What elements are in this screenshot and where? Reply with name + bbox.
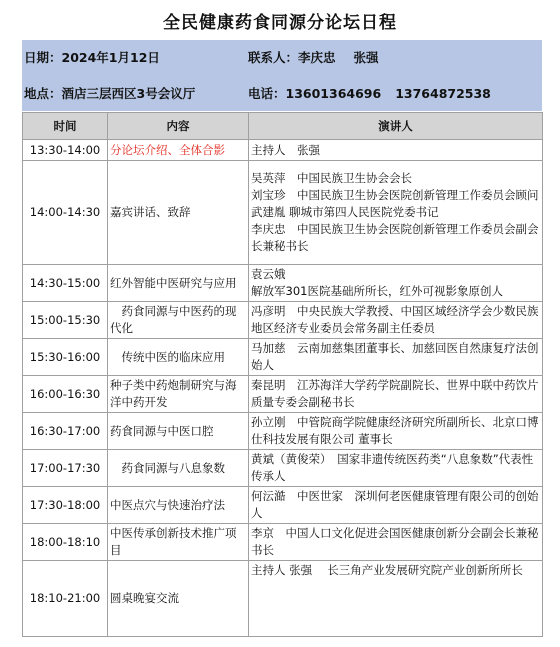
- speaker-cell: [249, 302, 543, 339]
- speaker-line: 何沄澔 中医世家 深圳何老医健康管理有限公司的创始人: [251, 489, 539, 520]
- content-cell: 中医点穴与快速治疗法: [108, 487, 249, 524]
- content-cell: 圆桌晚宴交流: [108, 561, 249, 637]
- table-row: [23, 302, 543, 339]
- speaker-cell: [249, 524, 543, 561]
- speaker-cell: [249, 487, 543, 524]
- phone-number: 13764872538: [395, 86, 491, 101]
- speaker-line: 主持人 张强 长三角产业发展研究院产业创新所所长: [251, 563, 523, 577]
- table-header-row: [23, 113, 543, 140]
- table-row: [23, 450, 543, 487]
- header-speaker: 演讲人: [249, 113, 543, 140]
- speaker-line: 李庆忠 中国民族卫生协会医院创新管理工作委员会副会长兼秘书长: [251, 222, 539, 253]
- date-label: 日期：: [24, 50, 62, 65]
- time-cell: 13:30-14:00: [23, 140, 108, 161]
- time-cell: 15:00-15:30: [23, 302, 108, 339]
- speaker-cell: [249, 561, 543, 637]
- content-cell: 种子类中药炮制研究与海洋中药开发: [108, 376, 249, 413]
- table-row: [23, 561, 543, 637]
- speaker-line: 主持人 张强: [251, 142, 320, 157]
- place-label: 地点：: [24, 86, 62, 101]
- time-cell: 18:10-21:00: [23, 561, 108, 637]
- time-cell: 14:30-15:00: [23, 265, 108, 302]
- content-cell: 分论坛介绍、全体合影: [108, 140, 249, 161]
- time-cell: 17:00-17:30: [23, 450, 108, 487]
- schedule-table: [22, 112, 543, 637]
- phone-field: [248, 84, 491, 102]
- date-value: 2024年1月12日: [61, 50, 160, 65]
- table-row: [23, 376, 543, 413]
- speaker-cell: [249, 376, 543, 413]
- content-cell: 嘉宾讲话、致辞: [108, 161, 249, 265]
- speaker-line: 刘宝珍 中国民族卫生协会医院创新管理工作委员会顾问: [251, 188, 539, 202]
- speaker-line: 冯彦明 中央民族大学教授、中国区域经济学会少数民族地区经济专业委员会常务副主任委员: [251, 304, 539, 335]
- speaker-line: 秦昆明 江苏海洋大学药学院副院长、世界中联中药饮片质量专委会副秘书长: [251, 378, 539, 409]
- contact-name: 李庆忠: [298, 50, 336, 65]
- header-time: 时间: [23, 113, 108, 140]
- content-cell: 红外智能中医研究与应用: [108, 265, 249, 302]
- content-cell: 药食同源与中医口腔: [108, 413, 249, 450]
- content-cell: 药食同源与中医药的现代化: [108, 302, 249, 339]
- speaker-cell: [249, 450, 543, 487]
- speaker-line: 黄斌（黄俊荣） 国家非遗传统医药类“八息象数”代表性传承人: [251, 452, 534, 483]
- speaker-line: 解放军301医院基础所所长，红外可视影象原创人: [251, 284, 503, 298]
- speaker-cell: [249, 161, 543, 265]
- content-cell: 传统中医的临床应用: [108, 339, 249, 376]
- speaker-cell: [249, 140, 543, 161]
- place-field: [24, 84, 195, 102]
- table-row: [23, 487, 543, 524]
- speaker-line: 马加慈 云南加慈集团董事长、加慈回医自然康复疗法创始人: [251, 341, 539, 372]
- table-row: [23, 265, 543, 302]
- header-content: 内容: [108, 113, 249, 140]
- contact-label: 联系人：: [248, 50, 299, 65]
- time-cell: 16:30-17:00: [23, 413, 108, 450]
- table-row: [23, 413, 543, 450]
- content-cell: 药食同源与八息象数: [108, 450, 249, 487]
- page-title: 全民健康药食同源分论坛日程: [163, 13, 397, 33]
- speaker-line: 武建胤 聊城市第四人民医院党委书记: [251, 205, 439, 219]
- speaker-cell: [249, 265, 543, 302]
- speaker-line: 李京 中国人口文化促进会国医健康创新分会副会长兼秘书长: [251, 526, 539, 557]
- phone-label: 电话：: [248, 86, 286, 101]
- table-row: [23, 524, 543, 561]
- info-banner: [22, 40, 542, 111]
- time-cell: 14:00-14:30: [23, 161, 108, 265]
- place-value: 酒店三层西区3号会议厅: [61, 86, 196, 101]
- table-row: [23, 339, 543, 376]
- time-cell: 17:30-18:00: [23, 487, 108, 524]
- time-cell: 15:30-16:00: [23, 339, 108, 376]
- table-row: [23, 140, 543, 161]
- speaker-cell: [249, 413, 543, 450]
- date-field: [24, 48, 160, 66]
- speaker-line: 孙立刚 中管院商学院健康经济研究所副所长、北京口博仕科技发展有限公司 董事长: [251, 415, 539, 446]
- contact-name: 张强: [353, 50, 379, 65]
- time-cell: 16:00-16:30: [23, 376, 108, 413]
- speaker-line: 袁云娥: [251, 267, 286, 281]
- speaker-cell: [249, 339, 543, 376]
- table-row: [23, 161, 543, 265]
- contact-field: [248, 48, 379, 66]
- phone-number: 13601364696: [285, 86, 382, 101]
- speaker-line: 吴英萍 中国民族卫生协会会长: [251, 171, 412, 185]
- content-cell: 中医传承创新技术推广项目: [108, 524, 249, 561]
- time-cell: 18:00-18:10: [23, 524, 108, 561]
